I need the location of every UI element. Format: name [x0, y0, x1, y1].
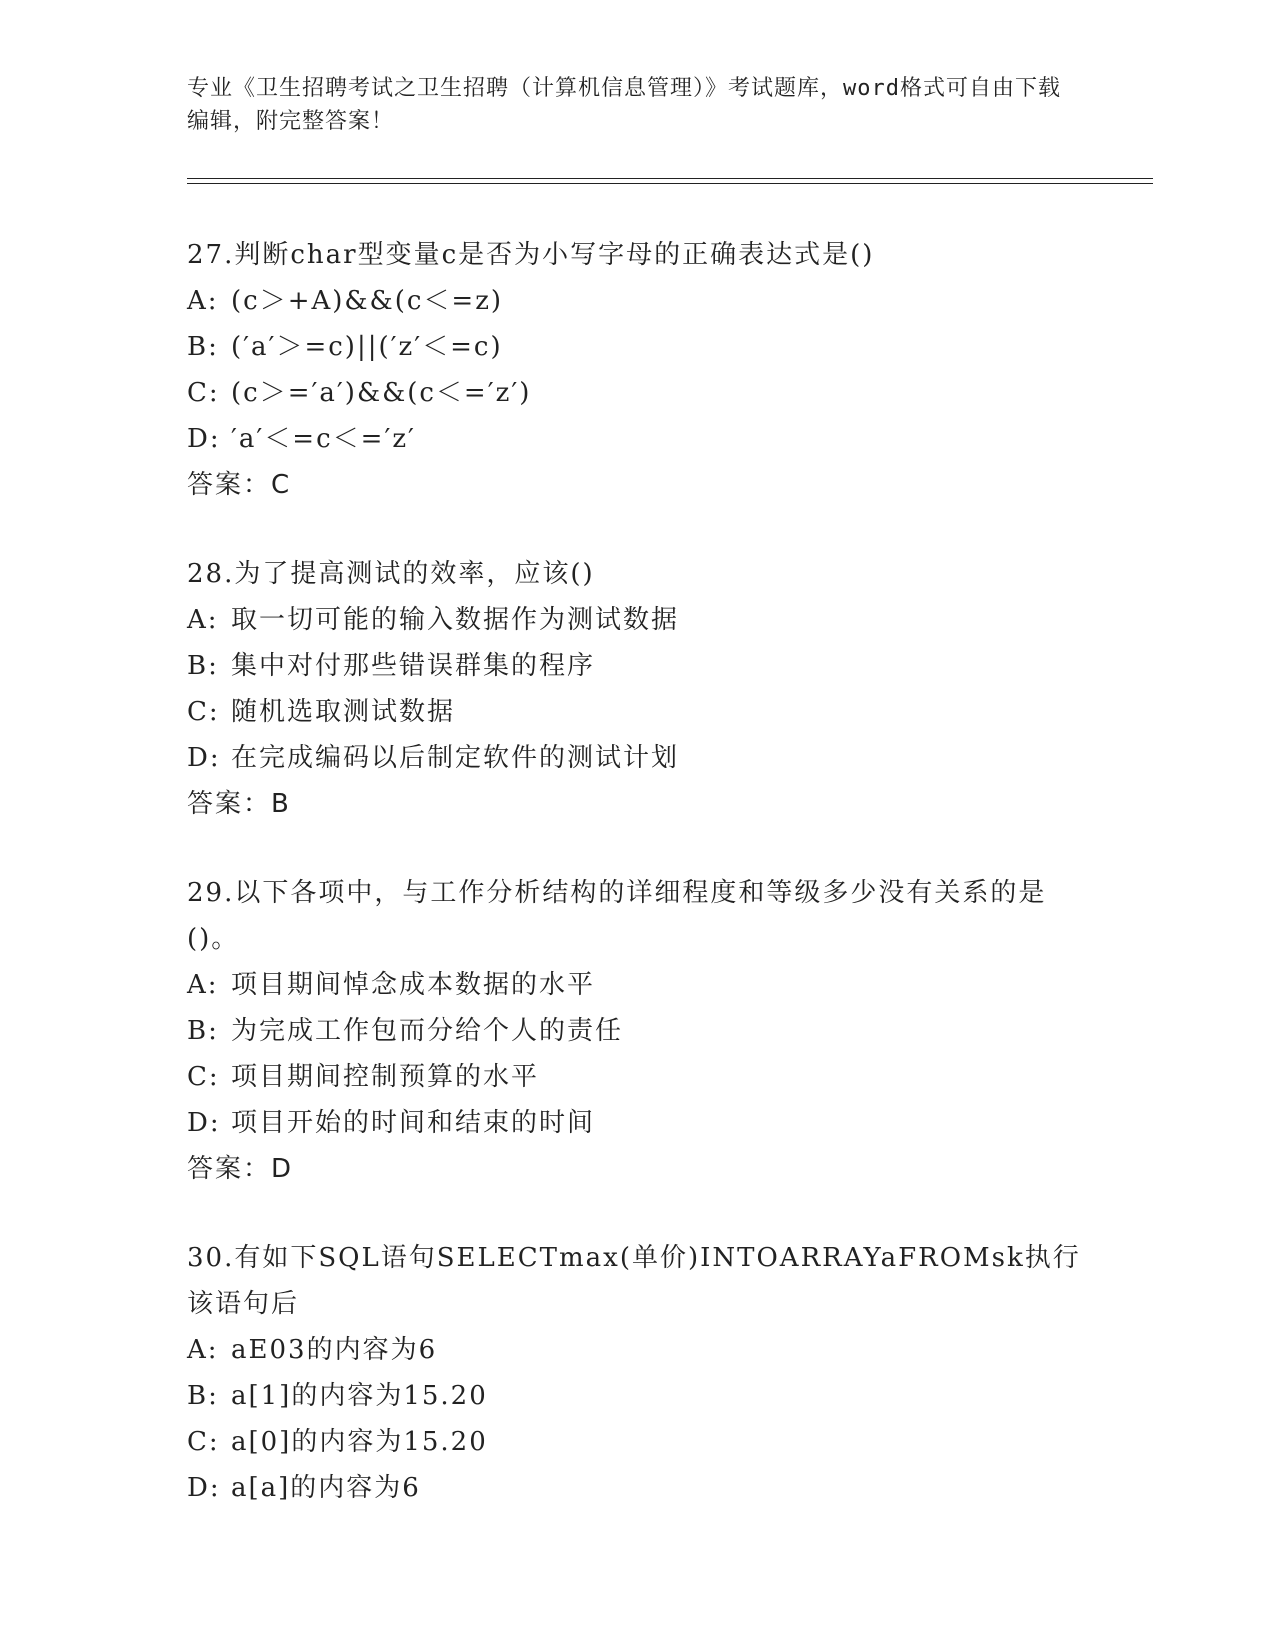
option-a: [187, 962, 1087, 1008]
option-letter: C:: [187, 1427, 220, 1457]
option-text: (c＞+A)&&(c＜=z): [231, 286, 504, 316]
option-a: [187, 597, 1087, 643]
option-text: a[a]的内容为6: [231, 1473, 421, 1503]
option-letter: A:: [187, 1335, 219, 1365]
question-28: [187, 551, 1087, 827]
option-d: [187, 1465, 1087, 1511]
option-text: 取一切可能的输入数据作为测试数据: [231, 605, 680, 635]
option-c: [187, 689, 1087, 735]
option-text: 项目期间悼念成本数据的水平: [231, 970, 596, 1000]
option-text: a[0]的内容为15.20: [231, 1427, 488, 1457]
option-letter: C:: [187, 378, 220, 408]
option-letter: A:: [187, 605, 219, 635]
option-text: (c＞=′a′)&&(c＜=′z′): [231, 378, 532, 408]
option-c: [187, 1054, 1087, 1100]
option-text: (′a′＞=c)||(′z′＜=c): [231, 332, 503, 362]
option-text: 项目期间控制预算的水平: [231, 1062, 540, 1092]
question-27: [187, 232, 1087, 508]
option-letter: C:: [187, 697, 220, 727]
question-stem: 30.有如下SQL语句SELECTmax(单价)INTOARRAYaFROMsk执行该语句后: [187, 1243, 1081, 1319]
option-b: [187, 1373, 1087, 1419]
option-text: 随机选取测试数据: [231, 697, 456, 727]
option-text: aE03的内容为6: [231, 1335, 438, 1365]
option-letter: D:: [187, 743, 221, 773]
option-b: [187, 324, 1087, 370]
option-text: ′a′＜=c＜=′z′: [231, 424, 416, 454]
option-text: 项目开始的时间和结束的时间: [231, 1108, 596, 1138]
option-letter: B:: [187, 1381, 219, 1411]
option-a: [187, 278, 1087, 324]
option-letter: C:: [187, 1062, 220, 1092]
option-text: a[1]的内容为15.20: [231, 1381, 488, 1411]
option-text: 为完成工作包而分给个人的责任: [231, 1016, 624, 1046]
option-letter: D:: [187, 424, 221, 454]
option-letter: D:: [187, 1108, 221, 1138]
header-divider-top: [187, 178, 1153, 179]
option-letter: B:: [187, 651, 219, 681]
option-b: [187, 1008, 1087, 1054]
option-a: [187, 1327, 1087, 1373]
option-text: 集中对付那些错误群集的程序: [231, 651, 596, 681]
option-letter: D:: [187, 1473, 221, 1503]
option-letter: A:: [187, 286, 219, 316]
option-b: [187, 643, 1087, 689]
option-letter: B:: [187, 332, 219, 362]
header-divider-bottom: [187, 183, 1153, 184]
option-d: [187, 1100, 1087, 1146]
option-text: 在完成编码以后制定软件的测试计划: [231, 743, 680, 773]
document-header: 专业《卫生招聘考试之卫生招聘（计算机信息管理）》考试题库，word格式可自由下载编辑，附完整答案！: [187, 76, 1061, 134]
option-letter: B:: [187, 1016, 219, 1046]
question-29: [187, 870, 1087, 1192]
option-letter: A:: [187, 970, 219, 1000]
option-c: [187, 1419, 1087, 1465]
option-d: [187, 416, 1087, 462]
answer-line: 答案：B: [187, 789, 291, 819]
question-30: [187, 1235, 1087, 1511]
question-stem: 28.为了提高测试的效率，应该(): [187, 559, 595, 589]
question-stem: 27.判断char型变量c是否为小写字母的正确表达式是(): [187, 240, 875, 270]
answer-line: 答案：D: [187, 1154, 294, 1184]
question-stem: 29.以下各项中，与工作分析结构的详细程度和等级多少没有关系的是()。: [187, 878, 1047, 954]
option-c: [187, 370, 1087, 416]
answer-line: 答案：C: [187, 470, 292, 500]
option-d: [187, 735, 1087, 781]
